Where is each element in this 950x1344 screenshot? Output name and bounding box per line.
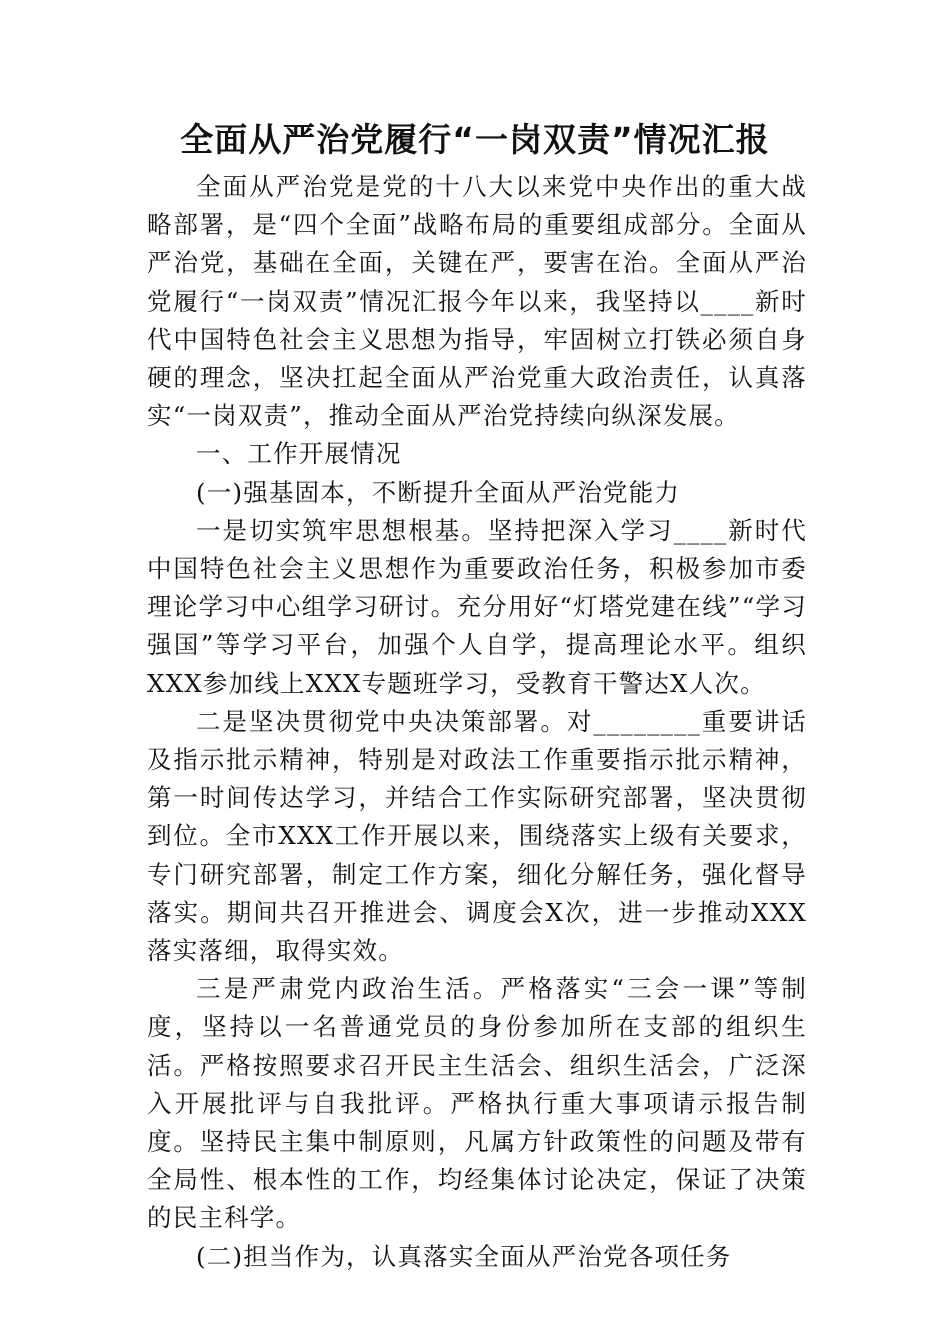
body-paragraph: 一是切实筑牢思想根基。坚持把深入学习____新时代中国特色社会主义思想作为重要政治任务，积极参加市委理论学习中心组学习研讨。充分用好“灯塔党建在线”“学习强国”等学习平台，加强个人自学，提高理论水平。组织XXX参加线上XXX专题班学习，受教育干警达X人次。 — [147, 515, 807, 698]
section-heading: 一、工作开展情况 — [196, 439, 402, 469]
intro-paragraph: 全面从严治党是党的十八大以来党中央作出的重大战略部署，是“四个全面”战略布局的重要组成部分。全面从严治党，基础在全面，关键在严，要害在治。全面从严治党履行“一岗双责”情况汇报今年以来，我坚持以____新时代中国特色社会主义思想为指导，牢固树立打铁必须自身硬的理念，坚决扛起全面从严治党重大政治责任，认真落实“一岗双责”，推动全面从严治党持续向纵深发展。 — [147, 172, 807, 431]
body-paragraph: 二是坚决贯彻党中央决策部署。对________重要讲话及指示批示精神，特别是对政法工作重要指示批示精神，第一时间传达学习，并结合工作实际研究部署，坚决贯彻到位。全市XXX工作开展以来，围绕落实上级有关要求，专门研究部署，制定工作方案，细化分解任务，强化督导落实。期间共召开推进会、调度会X次，进一步推动XXX落实落细，取得实效。 — [147, 706, 807, 966]
subsection-heading: (一)强基固本，不断提升全面从严治党能力 — [196, 477, 681, 507]
document-title: 全面从严治党履行“一岗双责”情况汇报 — [180, 120, 770, 159]
subsection-heading: (二)担当作为，认真落实全面从严治党各项任务 — [196, 1241, 732, 1271]
body-paragraph: 三是严肃党内政治生活。严格落实“三会一课”等制度，坚持以一名普通党员的身份参加所在支部的组织生活。严格按照要求召开民主生活会、组织生活会，广泛深入开展批评与自我批评。严格执行重大事项请示报告制度。坚持民主集中制原则，凡属方针政策性的问题及带有全局性、根本性的工作，均经集体讨论决定，保证了决策的民主科学。 — [147, 974, 807, 1233]
document-body — [147, 168, 807, 1276]
